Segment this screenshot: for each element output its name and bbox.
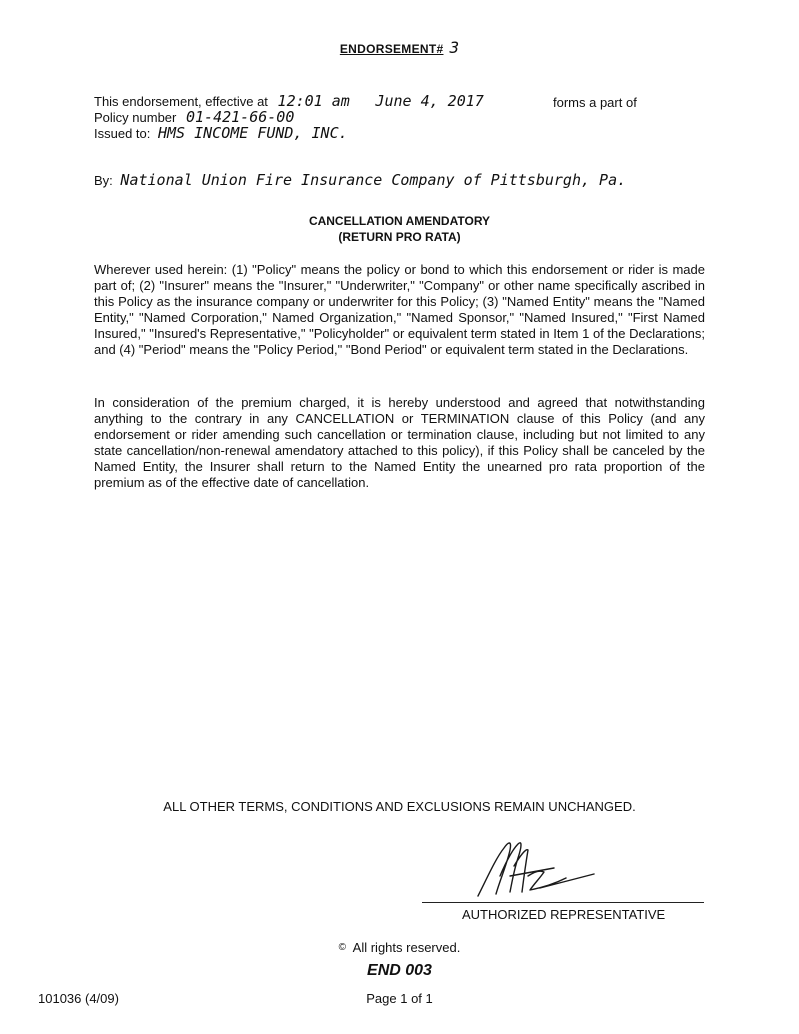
effective-prefix: This endorsement, effective at (94, 94, 268, 109)
signature-line (422, 902, 704, 903)
page-number: Page 1 of 1 (366, 991, 433, 1006)
issued-to-label: Issued to: (94, 126, 151, 141)
definitions-paragraph: Wherever used herein: (1) "Policy" means the policy or bond to which this endorsement or rider is made part of; (2) "Insurer" means the "Insurer," "Underwriter," "Company" or other name specifically ascribed in this Policy as the insurance company or underwriter for this Policy; (3) "Named Entity" means the "Named Entity," "Named Corporation," Named Organization," "Named Sponsor," "Named Insured," "First Named Insured," "Insured's Representative," "Policyholder" or equivalent term stated in Item 1 of the Declarations; and (4) "Period" means the "Policy Period," "Bond Period" or equivalent term stated in the Declarations. (94, 262, 705, 357)
copyright-line (0, 940, 799, 955)
end-code: END 003 (367, 962, 432, 979)
effective-date: June 4, 2017 (375, 92, 484, 110)
by-label: By: (94, 173, 113, 188)
title-line-1: CANCELLATION AMENDATORY (308, 214, 491, 228)
unchanged-statement: ALL OTHER TERMS, CONDITIONS AND EXCLUSIONS REMAIN UNCHANGED. (163, 799, 636, 814)
consideration-paragraph: In consideration of the premium charged, it is hereby understood and agreed that notwithstanding anything to the contrary in any CANCELLATION or TERMINATION clause of this Policy (and any endorsement or rider amending such cancellation or termination clause, including but not limited to any state cancellation/non-renewal amendatory attached to this policy), if this Policy shall be canceled by the Named Entity, the Insurer shall return to the Named Entity the unearned pro rata proportion of the premium as of the effective date of cancellation. (94, 395, 705, 490)
effective-time: 12:01 am (277, 92, 350, 110)
insurer-line (94, 171, 626, 189)
title-line-2: (RETURN PRO RATA) (338, 230, 461, 244)
issued-to-value: HMS INCOME FUND, INC. (158, 124, 348, 142)
rights-reserved: All rights reserved. (352, 940, 461, 955)
issued-to-line (94, 124, 348, 142)
endorsement-number: 3 (449, 38, 460, 57)
policy-number-label: Policy number (94, 110, 177, 125)
signature-image (470, 836, 610, 900)
copyright-symbol: © (338, 942, 347, 953)
insurer-name: National Union Fire Insurance Company of Pittsburgh, Pa. (120, 171, 627, 189)
authorized-representative-label: AUTHORIZED REPRESENTATIVE (462, 907, 666, 922)
forms-part-text: forms a part of (553, 95, 637, 110)
endorsement-label: ENDORSEMENT# (339, 42, 444, 56)
endorsement-heading (0, 38, 799, 57)
document-title (0, 213, 799, 245)
form-number: 101036 (4/09) (38, 991, 119, 1006)
policy-number-value: 01-421-66-00 (186, 108, 295, 126)
